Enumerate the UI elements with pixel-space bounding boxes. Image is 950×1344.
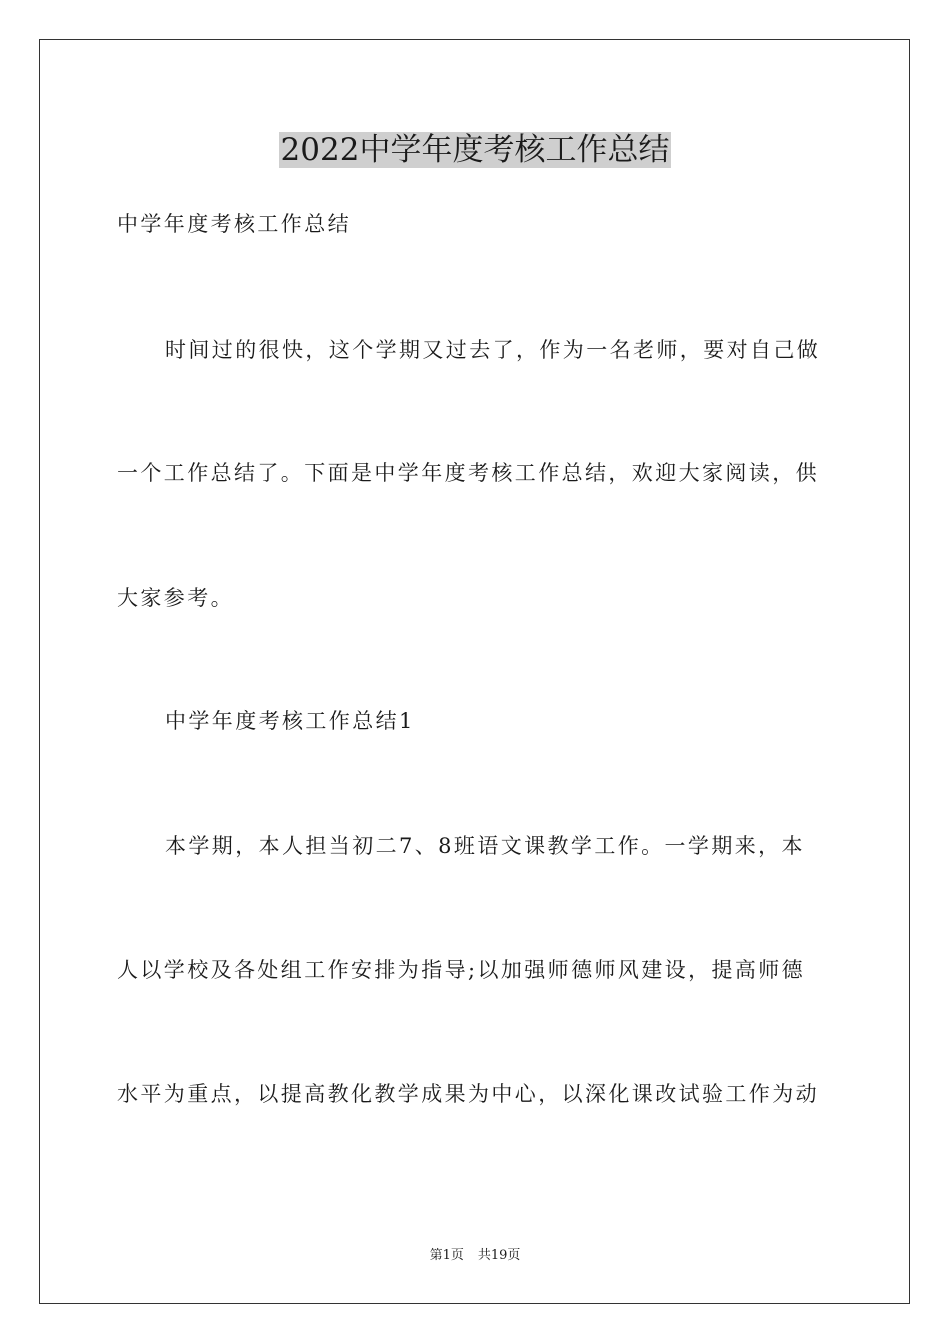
page-footer [0,1246,950,1266]
body-line: 大家参考。 [117,586,234,610]
page-number-current: 第1页 [429,1248,464,1263]
subtitle-line: 中学年度考核工作总结 [117,212,351,236]
body-line: 水平为重点，以提高教化教学成果为中心，以深化课改试验工作为动 [117,1082,819,1106]
body-line: 人以学校及各处组工作安排为指导;以加强师德师风建设，提高师德 [117,958,806,982]
document-title-text: 2022中学年度考核工作总结 [280,132,670,168]
page-number-total: 共19页 [477,1248,521,1263]
section-heading: 中学年度考核工作总结1 [165,709,415,733]
body-line: 一个工作总结了。下面是中学年度考核工作总结，欢迎大家阅读，供 [117,461,819,485]
body-line: 时间过的很快，这个学期又过去了，作为一名老师，要对自己做 [165,338,821,362]
document-title [0,128,950,172]
body-line: 本学期，本人担当初二7、8班语文课教学工作。一学期来，本 [165,834,805,858]
